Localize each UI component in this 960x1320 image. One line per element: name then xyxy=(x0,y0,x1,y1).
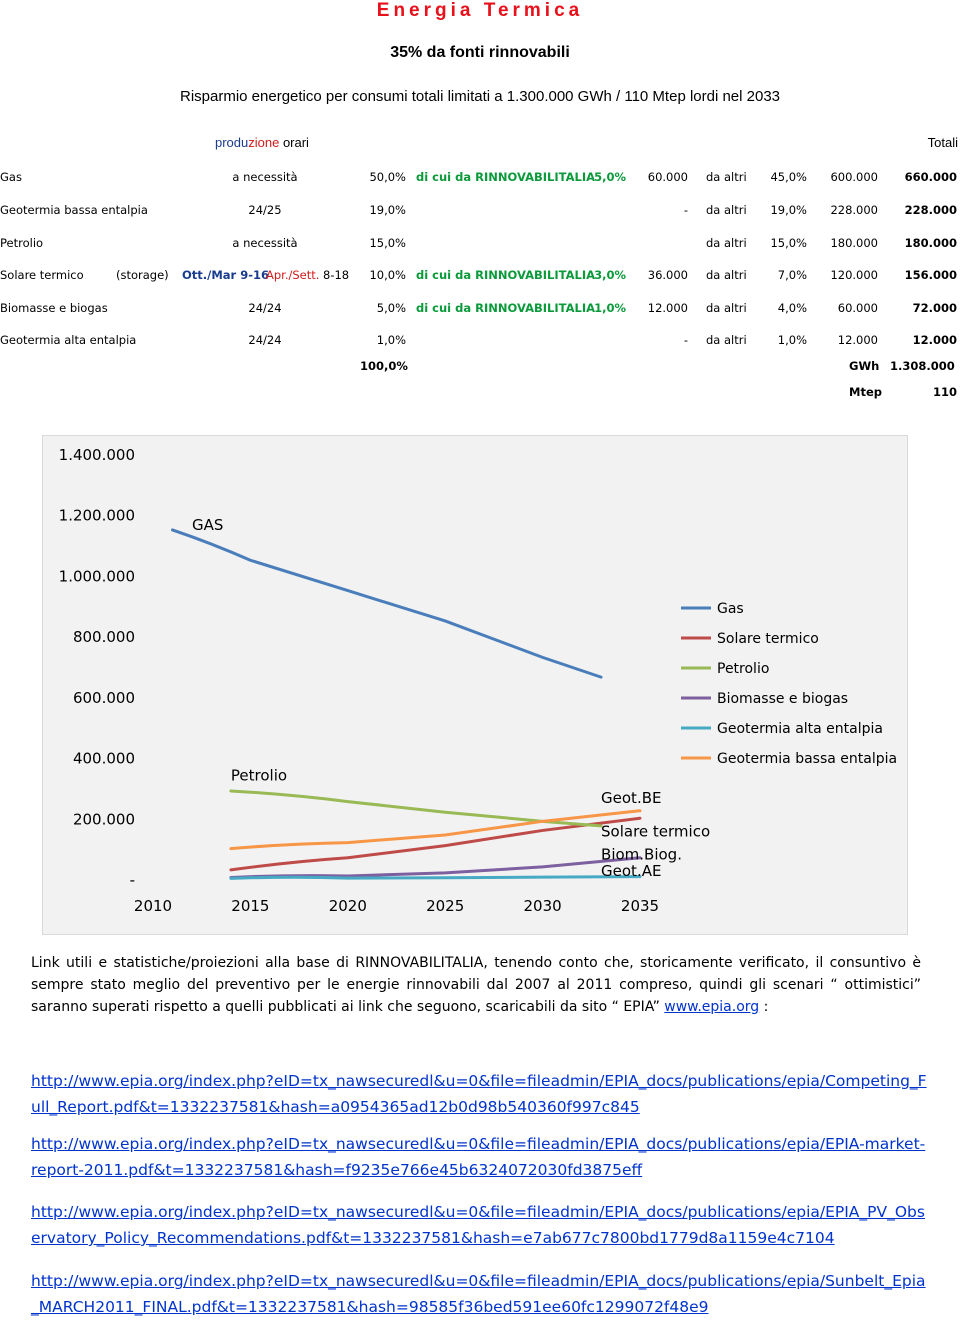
x-tick-label: 2020 xyxy=(328,897,367,915)
row-name: Gas xyxy=(0,170,22,184)
production-header-b: zione xyxy=(248,135,280,150)
row-name: Solare termico xyxy=(0,268,84,282)
series-line-biomasse-e-biogas xyxy=(231,858,640,878)
row-hours: 24/25 xyxy=(248,203,282,217)
legend-label: Geotermia alta entalpia xyxy=(717,721,883,737)
chart-annotation: Geot.AE xyxy=(601,861,662,880)
row-others-val: 180.000 xyxy=(830,236,878,250)
row-hours-c: 8-18 xyxy=(323,268,350,282)
page-subtitle: 35% da fonti rinnovabili xyxy=(390,44,570,61)
row-name: Biomasse e biogas xyxy=(0,301,108,315)
row-total: 12.000 xyxy=(912,333,957,347)
paragraph-tail: : xyxy=(759,999,769,1015)
row-total: 156.000 xyxy=(904,268,957,282)
series-line-geotermia-alta-entalpia xyxy=(231,877,640,879)
epia-site-link[interactable]: www.epia.org xyxy=(664,999,760,1015)
paragraph-text: Link utili e statistiche/proiezioni alla base di RINNOVABILITALIA, tenendo conto che, storicamente verificato, il consuntivo è sempre stato meglio del preventivo per le energie rinnovabili dal 2007 al 2011 compreso, quindi gli scenari “ ottimistici” saranno superati rispetto a quelli pubblicati ai link che seguono, scaricabili da sito “ EPIA” xyxy=(31,955,921,1015)
series-line-gas xyxy=(172,530,601,677)
row-total: 660.000 xyxy=(904,170,957,184)
row-pct: 1,0% xyxy=(376,333,406,347)
row-hours-b: Apr./Sett. xyxy=(266,268,320,282)
y-tick-label: 200.000 xyxy=(72,810,135,829)
legend-label: Gas xyxy=(717,601,744,617)
row-pct: 5,0% xyxy=(376,301,406,315)
legend-label: Geotermia bassa entalpia xyxy=(717,751,898,767)
epia-link-2[interactable]: http://www.epia.org/index.php?eID=tx_nawsecuredl&u=0&file=fileadmin/EPIA_docs/publications/epia/EPIA-market-report-2011.pdf&t=1332237581&hash=f9235e766e45b6324072030fd3875eff xyxy=(31,1135,926,1179)
row-renew-val: - xyxy=(683,203,688,217)
y-tick-label: 400.000 xyxy=(72,749,135,768)
chart-svg xyxy=(43,436,907,934)
chart-annotation: Petrolio xyxy=(230,766,288,785)
series-line-geotermia-bassa-entalpia xyxy=(231,811,640,849)
row-pct: 19,0% xyxy=(369,203,406,217)
production-header-a: produ xyxy=(215,135,249,150)
mtep-value: 110 xyxy=(932,385,957,399)
row-others-val: 60.000 xyxy=(837,301,878,315)
row-renew-pct: 5,0% xyxy=(594,170,626,184)
row-renew-label: di cui da RINNOVABILITALIA xyxy=(416,301,596,315)
totals-header: Totali xyxy=(927,135,958,150)
chart-annotation: Geot.BE xyxy=(601,789,662,808)
info-paragraph xyxy=(31,952,921,1018)
row-hours: 24/24 xyxy=(248,333,282,347)
row-total: 72.000 xyxy=(912,301,957,315)
y-tick-label: - xyxy=(129,871,135,889)
y-tick-label: 600.000 xyxy=(72,688,135,707)
row-storage: (storage) xyxy=(116,268,169,282)
row-others-label: da altri xyxy=(706,203,747,217)
x-tick-label: 2030 xyxy=(523,897,562,915)
row-renew-label: di cui da RINNOVABILITALIA xyxy=(416,268,596,282)
row-others-val: 600.000 xyxy=(830,170,878,184)
legend-label: Biomasse e biogas xyxy=(717,691,849,707)
row-others-label: da altri xyxy=(706,301,747,315)
x-tick-label: 2035 xyxy=(620,897,660,915)
epia-link-1[interactable]: http://www.epia.org/index.php?eID=tx_nawsecuredl&u=0&file=fileadmin/EPIA_docs/publications/epia/Competing_Full_Report.pdf&t=1332237581&hash=a0954365ad12b0d98b540360f997c845 xyxy=(31,1072,927,1116)
row-renew-val: 12.000 xyxy=(647,301,688,315)
hours-header: orari xyxy=(279,135,309,150)
row-renew-label: di cui da RINNOVABILITALIA xyxy=(416,170,596,184)
chart-annotation: Solare termico xyxy=(601,822,711,841)
row-renew-pct: 3,0% xyxy=(594,268,626,282)
y-tick-label: 1.200.000 xyxy=(58,506,135,525)
row-total: 180.000 xyxy=(904,236,957,250)
x-tick-label: 2010 xyxy=(133,897,173,915)
row-renew-val: 36.000 xyxy=(647,268,688,282)
row-others-pct: 4,0% xyxy=(777,301,807,315)
x-tick-label: 2015 xyxy=(231,897,270,915)
page-title: Energia Termica xyxy=(376,0,584,21)
row-total: 228.000 xyxy=(904,203,957,217)
row-others-pct: 19,0% xyxy=(770,203,807,217)
row-name: Geotermia bassa entalpia xyxy=(0,203,148,217)
epia-link-3[interactable]: http://www.epia.org/index.php?eID=tx_nawsecuredl&u=0&file=fileadmin/EPIA_docs/publications/epia/EPIA_PV_Observatory_Policy_Recommendations.pdf&t=1332237581&hash=e7ab677c7800bd1779d8a1159e4c7104 xyxy=(31,1203,925,1247)
chart-annotation: Biom.Biog. xyxy=(601,845,682,864)
row-name: Geotermia alta entalpia xyxy=(0,333,137,347)
row-others-pct: 1,0% xyxy=(777,333,807,347)
y-tick-label: 1.400.000 xyxy=(58,446,135,464)
gwh-value: 1.308.000 xyxy=(890,359,955,373)
row-others-val: 120.000 xyxy=(830,268,878,282)
row-hours: a necessità xyxy=(232,170,298,184)
legend-label: Petrolio xyxy=(717,661,770,677)
x-tick-label: 2025 xyxy=(426,897,465,915)
sum-pct: 100,0% xyxy=(360,359,408,373)
row-others-pct: 45,0% xyxy=(770,170,807,184)
row-pct: 50,0% xyxy=(369,170,406,184)
y-tick-label: 1.000.000 xyxy=(58,567,135,586)
epia-link-4[interactable]: http://www.epia.org/index.php?eID=tx_nawsecuredl&u=0&file=fileadmin/EPIA_docs/publications/epia/Sunbelt_Epia_MARCH2011_FINAL.pdf&t=1332237581&hash=98585f36bed591ee60fc1299072f48e9 xyxy=(31,1272,926,1316)
row-hours-a: Ott./Mar 9-16 xyxy=(182,268,269,282)
row-others-val: 228.000 xyxy=(830,203,878,217)
row-pct: 10,0% xyxy=(369,268,406,282)
chart-annotation: GAS xyxy=(191,515,224,534)
row-others-label: da altri xyxy=(706,268,747,282)
saving-statement: Risparmio energetico per consumi totali limitati a 1.300.000 GWh / 110 Mtep lordi nel 2033 xyxy=(179,88,781,105)
production-hours-header xyxy=(215,135,309,150)
row-others-label: da altri xyxy=(706,236,747,250)
legend-label: Solare termico xyxy=(717,631,819,647)
row-renew-pct: 1,0% xyxy=(594,301,626,315)
row-name: Petrolio xyxy=(0,236,44,250)
row-hours: 24/24 xyxy=(248,301,282,315)
row-others-label: da altri xyxy=(706,333,747,347)
row-pct: 15,0% xyxy=(369,236,406,250)
energy-chart xyxy=(42,435,908,935)
row-others-pct: 7,0% xyxy=(777,268,807,282)
mtep-label: Mtep xyxy=(849,385,882,399)
gwh-label: GWh xyxy=(849,359,880,373)
row-renew-val: - xyxy=(683,333,688,347)
row-others-label: da altri xyxy=(706,170,747,184)
row-hours: a necessità xyxy=(232,236,298,250)
row-others-val: 12.000 xyxy=(837,333,878,347)
y-tick-label: 800.000 xyxy=(72,628,135,647)
row-renew-val: 60.000 xyxy=(647,170,688,184)
row-others-pct: 15,0% xyxy=(770,236,807,250)
